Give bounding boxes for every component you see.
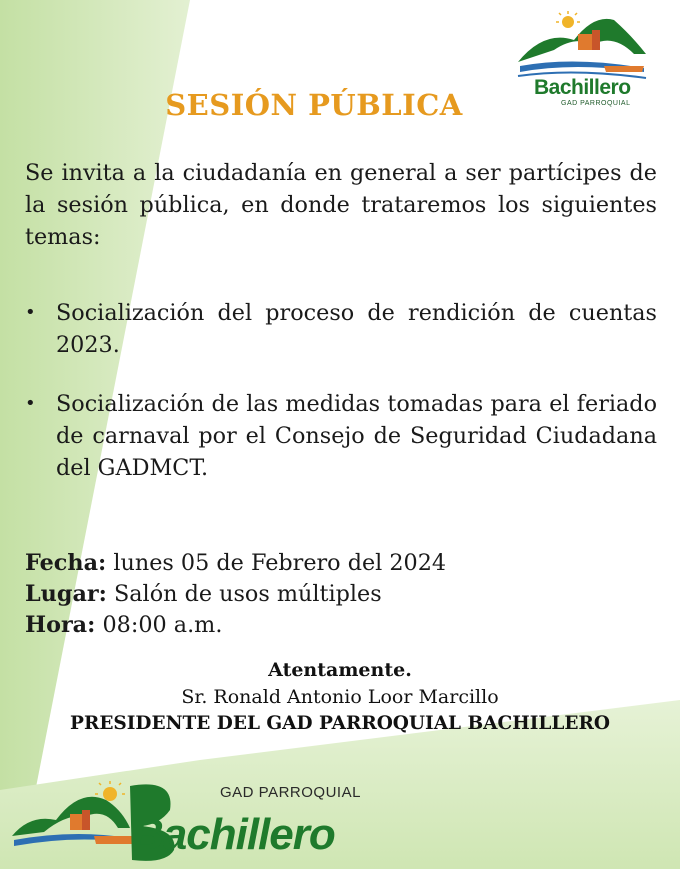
topic-item bbox=[25, 388, 657, 484]
time-label: Hora: bbox=[25, 612, 96, 638]
logo-top-subtitle: GAD PARROQUIAL bbox=[561, 100, 631, 107]
logo-bottom-brand: Bachillero bbox=[132, 810, 335, 859]
event-details bbox=[25, 548, 446, 641]
place-value: Salón de usos múltiples bbox=[106, 581, 382, 607]
bullet-icon: • bbox=[25, 302, 36, 323]
signer-position: PRESIDENTE DEL GAD PARROQUIAL BACHILLERO bbox=[70, 713, 610, 734]
place-row bbox=[25, 579, 446, 610]
time-row bbox=[25, 610, 446, 641]
invitation-paragraph: Se invita a la ciudadanía en general a ser partícipes de la sesión pública, en donde trataremos los siguientes temas: bbox=[25, 160, 657, 250]
signer-name: Sr. Ronald Antonio Loor Marcillo bbox=[181, 686, 499, 708]
logo-top-brand: Bachillero bbox=[534, 76, 631, 99]
logo-top-emblem bbox=[514, 10, 648, 80]
time-value: 08:00 a.m. bbox=[95, 612, 223, 638]
date-value: lunes 05 de Febrero del 2024 bbox=[106, 550, 447, 576]
place-label: Lugar: bbox=[25, 581, 107, 607]
logo-bottom bbox=[10, 770, 370, 865]
bullet-icon: • bbox=[25, 393, 36, 414]
signature-block bbox=[0, 657, 680, 737]
topic-text: Socialización del proceso de rendición de cuentas 2023. bbox=[56, 300, 657, 358]
topic-item bbox=[25, 297, 657, 361]
page-title: SESIÓN PÚBLICA bbox=[165, 88, 463, 122]
closing-text: Atentamente. bbox=[268, 659, 412, 681]
topic-text: Socialización de las medidas tomadas para el feriado de carnaval por el Consejo de Seguridad Ciudadana del GADMCT. bbox=[56, 391, 657, 481]
logo-bottom-gad: GAD PARROQUIAL bbox=[220, 784, 361, 801]
date-row bbox=[25, 548, 446, 579]
date-label: Fecha: bbox=[25, 550, 107, 576]
